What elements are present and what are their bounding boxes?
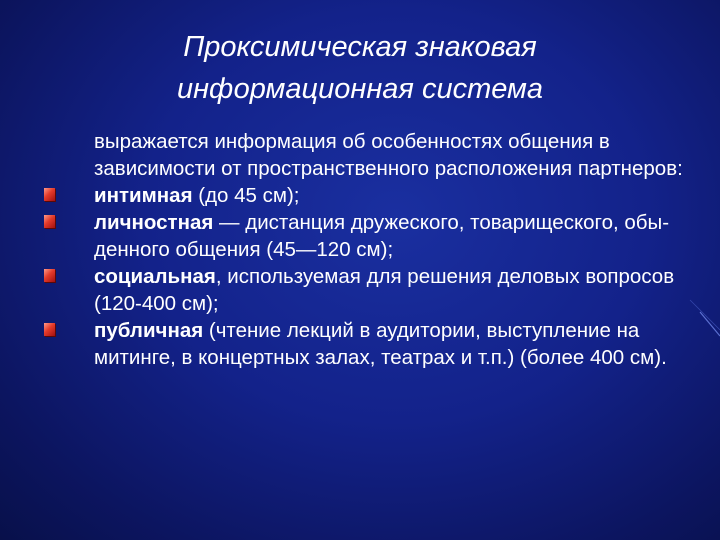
title-line-2: информационная система [176, 73, 544, 105]
list-item-social [94, 263, 704, 317]
intro-text: выражается информация об особенностях общения в зависимости от пространственного расположения партнеров: [94, 130, 683, 180]
square-bullet-icon [44, 269, 55, 282]
square-bullet-icon [44, 323, 55, 336]
item-text: — дистанция дружеского, товарищеского, обы-денного общения (45—120 см); [94, 211, 670, 261]
title-line-1: Проксимическая знаковая [183, 31, 537, 63]
list-item-personal [94, 209, 704, 263]
list-item-public [94, 317, 704, 371]
item-term: публичная [94, 319, 204, 342]
square-bullet-icon [44, 188, 55, 201]
slide-body [94, 128, 704, 371]
item-term: социальная [94, 265, 216, 288]
item-text: (до 45 см); [192, 184, 300, 207]
slide-title [100, 26, 620, 110]
item-term: интимная [94, 184, 193, 207]
item-text: , используемая для решения деловых вопросов (120-400 см); [94, 265, 675, 315]
item-term: личностная [94, 211, 214, 234]
list-item-intimate [94, 182, 704, 209]
item-text: (чтение лекций в аудитории, выступление на митинге, в концертных залах, театрах и т.п.) (более 400 см). [94, 319, 667, 369]
square-bullet-icon [44, 215, 55, 228]
